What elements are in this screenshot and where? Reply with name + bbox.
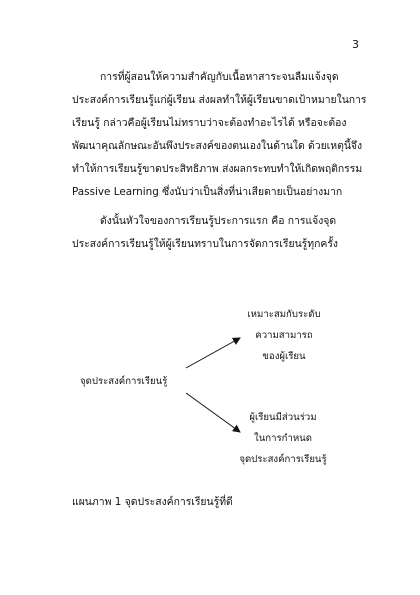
- node-top-line-2: ความสามารถ: [255, 330, 313, 341]
- node-top-line-3: ของผู้เรียน: [262, 351, 306, 362]
- node-bottom-line-3: จุดประสงค์การเรียนรู้: [239, 454, 327, 465]
- diagram-node-bottom: [218, 407, 348, 470]
- figure-caption: แผนภาพ 1 จุดประสงค์การเรียนรู้ที่ดี: [72, 496, 233, 508]
- node-top-line-1: เหมาะสมกับระดับ: [247, 309, 321, 320]
- node-bottom-line-2: ในการกำหนด: [254, 433, 312, 444]
- diagram-node-center: จุดประสงค์การเรียนรู้: [80, 376, 168, 387]
- paragraph-1: การที่ผู้สอนให้ความสำคัญกับเนื้อหาสาระจนลืมแจ้งจุดประสงค์การเรียนรู้แก่ผู้เรียน ส่งผลทำให้ผู้เรียนขาดเป้าหมายในการเรียนรู้ กล่าวคือผู้เรียนไม่ทราบว่าจะต้องทำอะไรได้ หรือจะต้องพัฒนาคุณลักษณะอันพึงประสงค์ของตนเองในด้านใด ด้วยเหตุนี้จึงทำให้การเรียนรู้ขาดประสิทธิภาพ ส่งผลกระทบทำให้เกิดพฤติกรรม Passive Learning ซึ่งนับว่าเป็นสิ่งที่น่าเสียดายเป็นอย่างมาก: [72, 71, 367, 198]
- diagram-node-top: [224, 304, 344, 367]
- node-bottom-line-1: ผู้เรียนมีส่วนร่วม: [249, 412, 317, 423]
- page-number: 3: [352, 38, 359, 51]
- paragraph-2: ดังนั้นหัวใจของการเรียนรู้ประการแรก คือ การแจ้งจุดประสงค์การเรียนรู้ให้ผู้เรียนทราบในการจัดการเรียนรู้ทุกครั้ง: [72, 215, 339, 250]
